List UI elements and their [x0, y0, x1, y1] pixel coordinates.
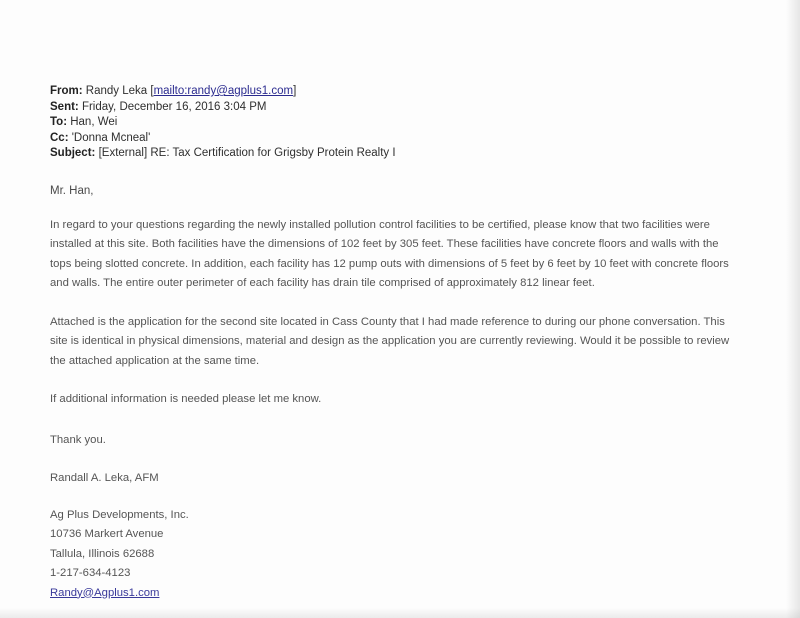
- cc-value: 'Donna Mcneal': [71, 131, 151, 144]
- to-label: To:: [50, 116, 68, 128]
- from-value-end: ]: [293, 85, 297, 97]
- from-label: From:: [50, 85, 83, 97]
- signature-block: [50, 506, 750, 604]
- header-subject-row: [50, 146, 750, 162]
- signature-line-street: 10736 Markert Avenue: [50, 528, 164, 540]
- signature-line-company: Ag Plus Developments, Inc.: [50, 508, 189, 521]
- signature-name: Randall A. Leka, AFM: [50, 471, 159, 484]
- email-header: [50, 84, 750, 162]
- header-from-row: [50, 84, 750, 100]
- from-value: Randy Leka [: [85, 85, 154, 97]
- header-sent-row: [50, 100, 750, 116]
- from-email-link[interactable]: mailto:randy@agplus1.com: [153, 85, 294, 97]
- to-value: Han, Wei: [70, 116, 118, 128]
- salutation: Mr. Han,: [50, 184, 94, 197]
- paragraph-3: If additional information is needed please let me know.: [50, 393, 322, 405]
- paragraph-2: Attached is the application for the second site located in Cass County that I had made reference to during our phone conversation. This site is identical in physical dimensions, material and design as the application you are currently reviewing. Would it be possible to review the attached application at the same time.: [50, 315, 730, 367]
- header-to-row: [50, 115, 750, 131]
- signature-email-link[interactable]: Randy@Agplus1.com: [50, 586, 160, 599]
- paragraph-1: In regard to your questions regarding the newly installed pollution control facilities to be certified, please know that two facilities were installed at this site. Both facilities have the dimensions of 102 feet by 305 feet. These facilities have concrete floors and walls with the tops being slotted concrete. In addition, each facility has 12 pump outs with dimensions of 5 feet by 6 feet by 10 feet with concrete floors and walls. The entire outer perimeter of each facility has drain tile comprised of approximately 812 linear feet.: [50, 218, 729, 289]
- header-cc-row: [50, 131, 750, 147]
- subject-value: [External] RE: Tax Certification for Grigsby Protein Realty I: [98, 147, 396, 159]
- scan-edge-shading-right: [786, 0, 800, 618]
- subject-label: Subject:: [50, 147, 96, 159]
- sent-label: Sent:: [50, 100, 79, 113]
- closing: Thank you.: [50, 433, 106, 446]
- email-body: [50, 84, 750, 603]
- scan-edge-shading-bottom: [0, 608, 800, 618]
- signature-line-phone: 1-217-634-4123: [50, 567, 131, 579]
- cc-label: Cc:: [50, 131, 69, 144]
- signature-line-city: Tallula, Illinois 62688: [50, 547, 155, 560]
- sent-value: Friday, December 16, 2016 3:04 PM: [81, 100, 267, 113]
